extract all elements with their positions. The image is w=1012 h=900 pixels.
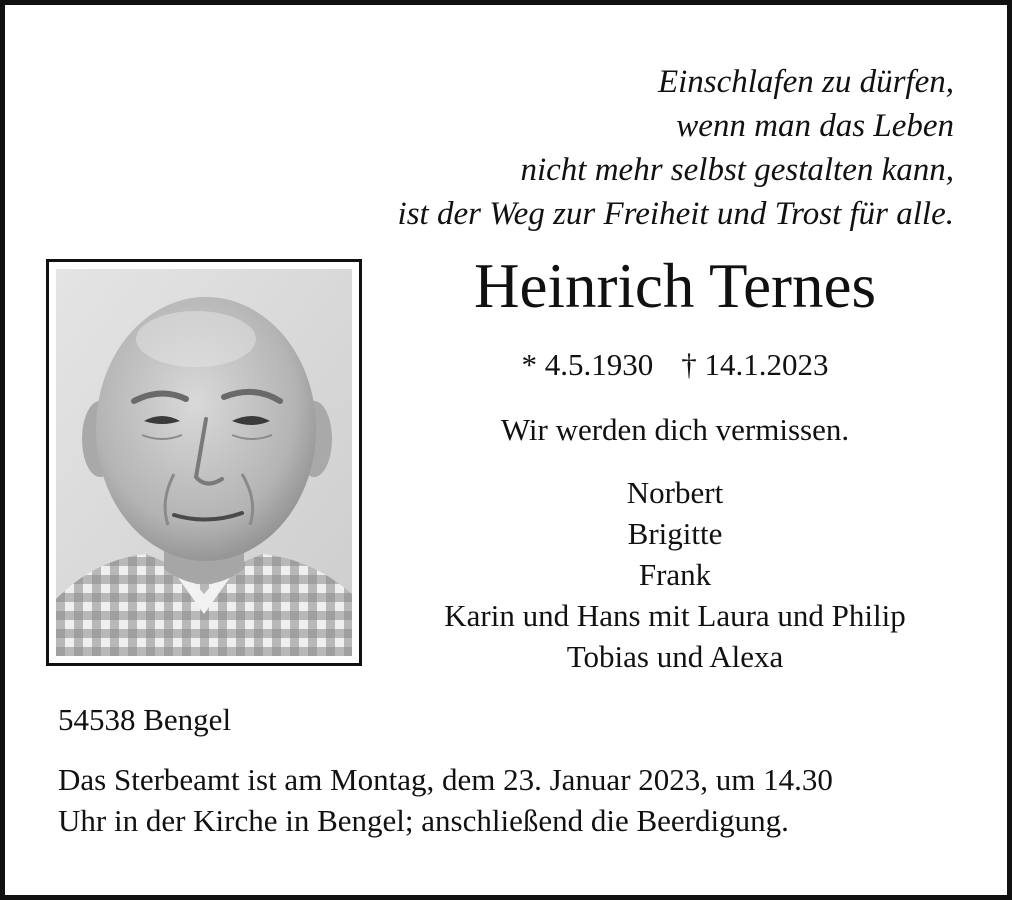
deceased-name: Heinrich Ternes xyxy=(473,251,877,321)
portrait-photo xyxy=(56,269,352,656)
portrait-frame xyxy=(46,259,362,666)
mourners-list xyxy=(380,472,970,677)
mourner-name: Norbert xyxy=(626,475,724,510)
location: 54538 Bengel xyxy=(58,702,232,737)
birth-date: * 4.5.1930 xyxy=(521,347,654,382)
mourner-name: Brigitte xyxy=(627,516,723,551)
quote-line: Einschlafen zu dürfen, xyxy=(657,64,954,100)
quote-line: ist der Weg zur Freiheit und Trost für alle. xyxy=(397,196,954,232)
mourner-name: Tobias und Alexa xyxy=(566,639,784,674)
death-date: † 14.1.2023 xyxy=(681,347,829,382)
service-notice-line: Uhr in der Kirche in Bengel; anschließend die Beerdigung. xyxy=(58,803,789,838)
mourner-name: Karin und Hans mit Laura und Philip xyxy=(444,598,906,633)
quote-line: wenn man das Leben xyxy=(676,108,954,144)
life-dates xyxy=(380,345,970,385)
memorial-quote xyxy=(398,60,954,236)
quote-line: nicht mehr selbst gestalten kann, xyxy=(520,152,954,188)
farewell-message: Wir werden dich vermissen. xyxy=(500,412,850,447)
service-notice xyxy=(58,759,978,841)
mourner-name: Frank xyxy=(638,557,712,592)
service-notice-line: Das Sterbeamt ist am Montag, dem 23. Januar 2023, um 14.30 xyxy=(58,762,833,797)
